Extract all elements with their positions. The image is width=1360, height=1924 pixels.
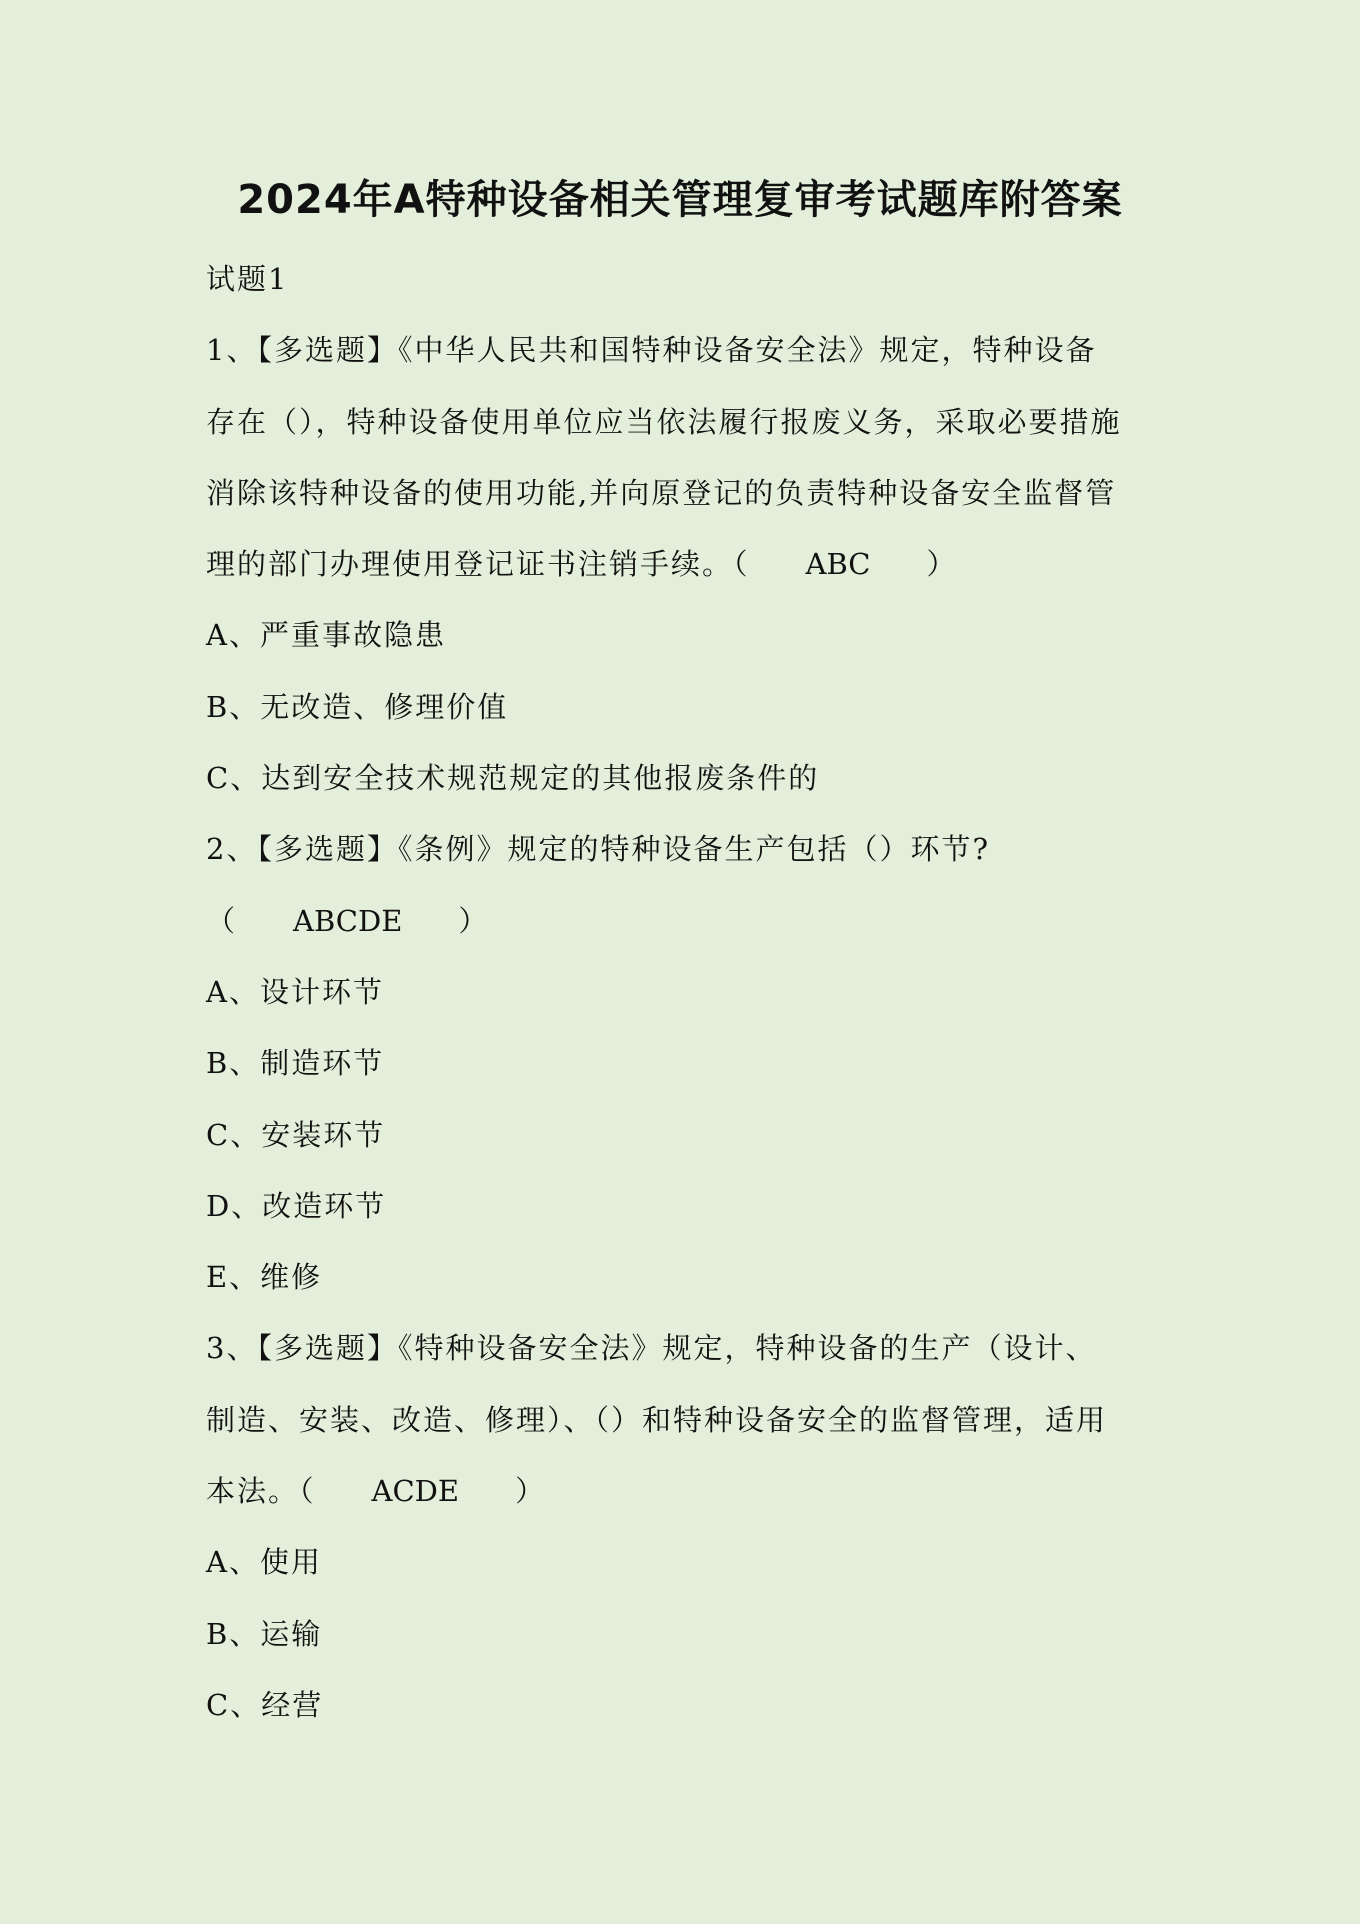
- option-item: B、运输: [206, 1616, 323, 1651]
- answer-key: ABCDE: [293, 903, 403, 938]
- answer-key: ACDE: [371, 1474, 460, 1509]
- section-heading: 试题1: [206, 262, 289, 296]
- option-item: C、安装环节: [206, 1117, 386, 1152]
- answer-key: ABC: [805, 547, 871, 582]
- question-answer-line: [206, 1456, 1156, 1527]
- question-block: [206, 315, 1156, 814]
- option-item: B、制造环节: [206, 1046, 385, 1081]
- question-block: [206, 814, 1156, 1313]
- answer-suffix: ）: [458, 903, 490, 938]
- answer-suffix: ）: [926, 547, 958, 582]
- question-text-line: 制造、安装、改造、修理）、（）和特种设备安全的监督管理，适用: [206, 1402, 1108, 1437]
- question-text-line: 3、【多选题】《特种设备安全法》规定，特种设备的生产（设计、: [206, 1331, 1097, 1366]
- option-item: D、改造环节: [206, 1188, 387, 1223]
- answer-suffix: ）: [515, 1474, 547, 1509]
- question-answer-line: [206, 529, 1156, 600]
- question-text-line: 消除该特种设备的使用功能,并向原登记的负责特种设备安全监督管: [206, 475, 1117, 510]
- question-text-line: 2、【多选题】《条例》规定的特种设备生产包括（）环节?: [206, 832, 990, 867]
- answer-prefix: 理的部门办理使用登记证书注销手续。（: [206, 547, 750, 582]
- document-body: [206, 244, 1156, 1741]
- option-item: A、使用: [206, 1545, 322, 1580]
- document-title: 2024年A特种设备相关管理复审考试题库附答案: [237, 177, 1123, 223]
- question-text-line: 存在（），特种设备使用单位应当依法履行报废义务，采取必要措施: [206, 404, 1122, 439]
- question-block: [206, 1313, 1156, 1741]
- question-text-line: 1、【多选题】《中华人民共和国特种设备安全法》规定，特种设备: [206, 333, 1097, 368]
- option-item: A、严重事故隐患: [206, 618, 446, 653]
- option-item: E、维修: [206, 1260, 323, 1295]
- answer-prefix: （: [206, 903, 238, 938]
- option-item: B、无改造、修理价值: [206, 689, 509, 724]
- option-item: A、设计环节: [206, 974, 384, 1009]
- answer-prefix: 本法。（: [206, 1474, 316, 1509]
- option-item: C、达到安全技术规范规定的其他报废条件的: [206, 761, 820, 796]
- question-answer-line: [206, 886, 1156, 957]
- option-item: C、经营: [206, 1687, 324, 1722]
